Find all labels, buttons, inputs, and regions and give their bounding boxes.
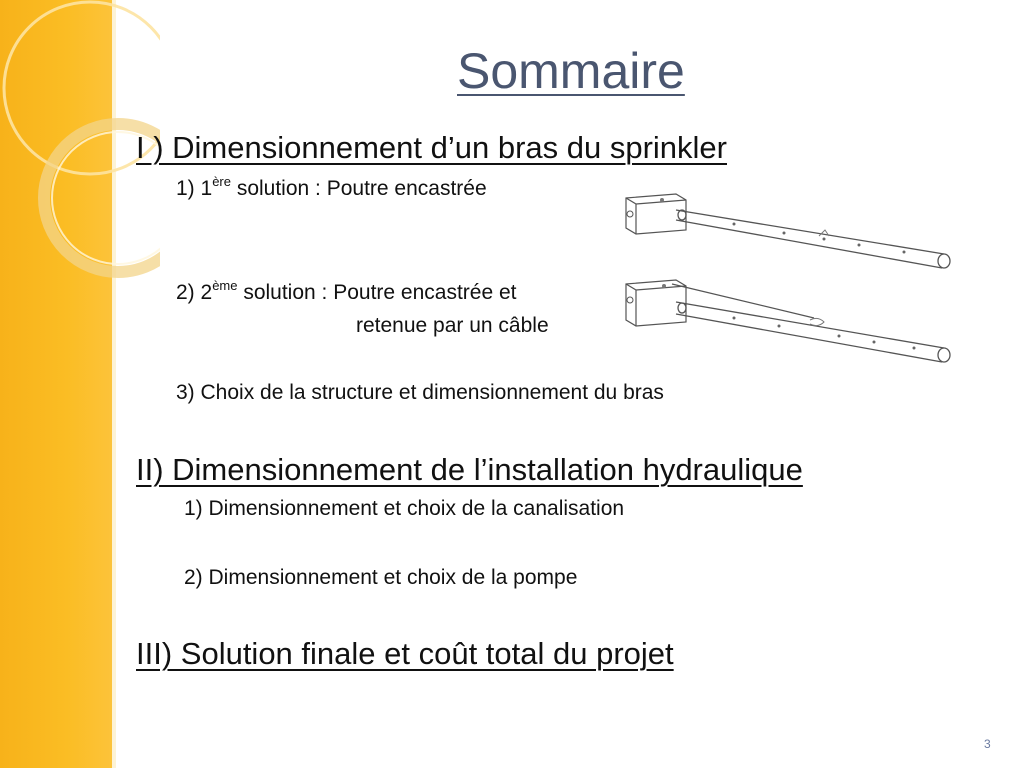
page-number: 3 <box>984 737 991 751</box>
item-text: solution : Poutre encastrée <box>230 177 487 200</box>
cantilever-beam-sketch-icon <box>614 186 956 274</box>
item-number: 2) 2 <box>176 281 213 304</box>
item-superscript: ère <box>212 174 231 189</box>
item-superscript: ème <box>212 278 238 293</box>
list-item: 2) Dimensionnement et choix de la pompe <box>184 566 578 589</box>
list-item <box>176 278 517 305</box>
wall-block <box>626 194 686 234</box>
list-item-continuation: retenue par un câble <box>356 314 549 337</box>
item-number: 1) 1 <box>176 177 213 200</box>
section-heading-3: III) Solution finale et coût total du projet <box>136 636 674 671</box>
section-heading-2: II) Dimensionnement de l’installation hydraulique <box>136 452 803 487</box>
wall-block <box>626 280 686 326</box>
item-text: solution : Poutre encastrée et <box>237 281 517 304</box>
list-item <box>176 174 487 201</box>
page-title: Sommaire <box>457 43 685 99</box>
beam <box>676 302 950 362</box>
list-item: 3) Choix de la structure et dimensionnement du bras <box>176 381 664 404</box>
cable-stayed-beam-sketch-icon <box>614 276 956 368</box>
section-heading-1: I ) Dimensionnement d’un bras du sprinkler <box>136 130 727 165</box>
beam <box>676 210 950 268</box>
list-item: 1) Dimensionnement et choix de la canalisation <box>184 497 625 520</box>
